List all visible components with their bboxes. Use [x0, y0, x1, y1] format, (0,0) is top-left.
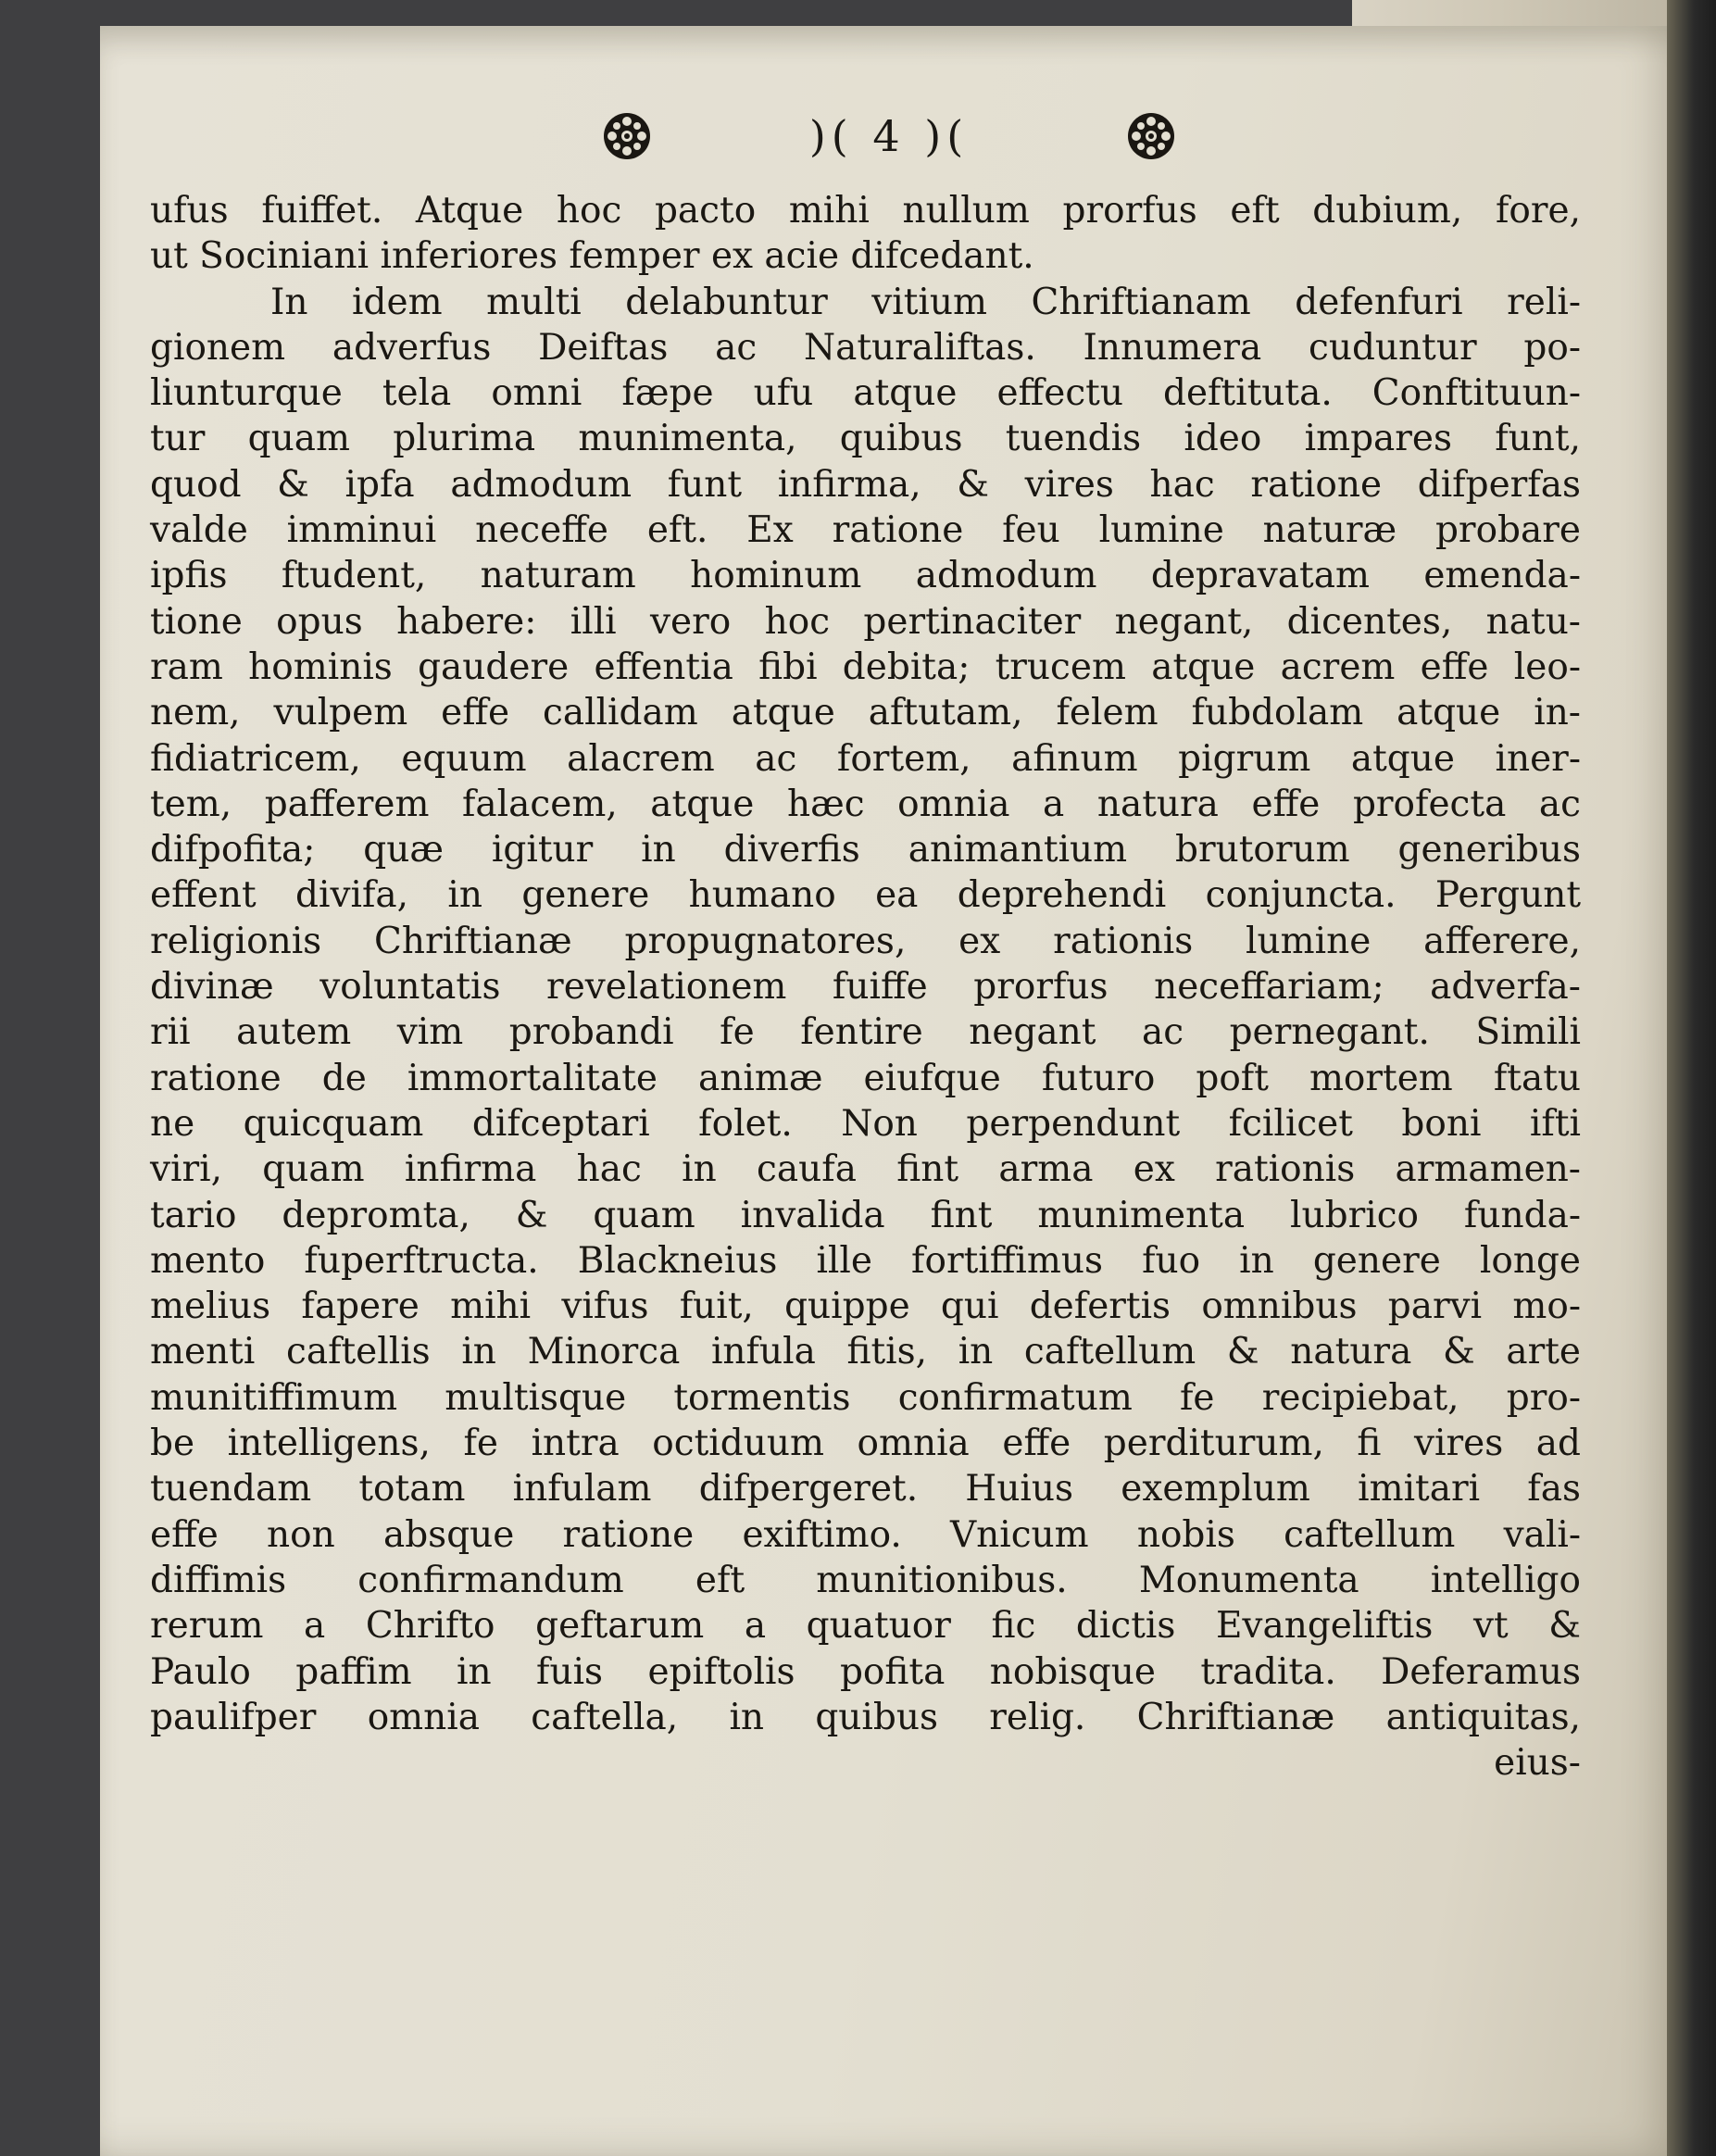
text-line: ram hominis gaudere effentia fibi debita; trucem atque acrem effe leo-	[150, 646, 1581, 688]
catchword: eius-	[1494, 1742, 1581, 1785]
text-line: gionem adverfus Deiftas ac Naturaliftas. Innumera cuduntur po-	[150, 326, 1581, 369]
text-line: ipfis ftudent, naturam hominum admodum depravatam emenda-	[150, 555, 1581, 597]
text-line: tario depromta, & quam invalida fint munimenta lubrico funda-	[150, 1194, 1581, 1236]
text-line: In idem multi delabuntur vitium Chriftianam defenfuri reli-	[270, 281, 1581, 323]
text-line: melius fapere mihi vifus fuit, quippe qui defertis omnibus parvi mo-	[150, 1285, 1581, 1328]
folio-left-bracket: )(	[808, 111, 854, 161]
book-gutter	[1667, 0, 1716, 2156]
text-line: be intelligens, fe intra octiduum omnia effe perditurum, fi vires ad	[150, 1423, 1581, 1465]
text-line: nem, vulpem effe callidam atque aftutam, felem fubdolam atque in-	[150, 692, 1581, 734]
text-line: ratione de immortalitate animæ eiufque futuro poft mortem ftatu	[150, 1057, 1581, 1099]
text-line: Paulo paffim in fuis epiftolis pofita nobisque tradita. Deferamus	[150, 1650, 1581, 1693]
text-line: tur quam plurima munimenta, quibus tuendis ideo impares funt,	[150, 418, 1581, 460]
text-line: paulifper omnia caftella, in quibus relig. Chriftianæ antiquitas,	[150, 1696, 1581, 1738]
text-line: ne quicquam difceptari folet. Non perpendunt fcilicet boni ifti	[150, 1102, 1581, 1145]
text-line: ufus fuiffet. Atque hoc pacto mihi nullum prorfus eft dubium, fore,	[150, 190, 1581, 232]
text-line: effent divifa, in genere humano ea deprehendi conjuncta. Pergunt	[150, 874, 1581, 917]
text-line: viri, quam infirma hac in caufa fint arma ex rationis armamen-	[150, 1148, 1581, 1191]
text-line: tione opus habere: illi vero hoc pertinaciter negant, dicentes, natu-	[150, 600, 1581, 643]
running-header	[602, 104, 1176, 169]
text-line: valde imminui neceffe eft. Ex ratione feu lumine naturæ probare	[150, 509, 1581, 552]
rosette-ornament-icon	[1126, 111, 1176, 161]
body-text	[150, 188, 1581, 1786]
text-line: rii autem vim probandi fe fentire negant ac pernegant. Simili	[150, 1011, 1581, 1054]
text-line: rerum a Chrifto geftarum a quatuor fic dictis Evangeliftis vt &	[150, 1605, 1581, 1648]
text-line: effe non absque ratione exiftimo. Vnicum nobis caftellum vali-	[150, 1513, 1581, 1556]
text-line: divinæ voluntatis revelationem fuiffe prorfus neceffariam; adverfa-	[150, 966, 1581, 1009]
rosette-ornament-icon	[602, 111, 652, 161]
text-line: liunturque tela omni fæpe ufu atque effectu deftituta. Conftituun-	[150, 372, 1581, 415]
text-line: tem, pafferem falacem, atque hæc omnia a natura effe profecta ac	[150, 783, 1581, 825]
text-line: munitiffimum multisque tormentis confirmatum fe recipiebat, pro-	[150, 1376, 1581, 1419]
page-number: 4	[872, 111, 906, 161]
text-line: ut Sociniani inferiores femper ex acie difcedant.	[150, 235, 1034, 278]
text-line: quod & ipfa admodum funt infirma, & vires hac ratione difperfas	[150, 463, 1581, 506]
text-line: mento fuperftructa. Blackneius ille fortiffimus fuo in genere longe	[150, 1239, 1581, 1282]
page-number-folio	[809, 111, 969, 161]
text-line: tuendam totam infulam difpergeret. Huius exemplum imitari fas	[150, 1468, 1581, 1510]
text-line: religionis Chriftianæ propugnatores, ex rationis lumine afferere,	[150, 920, 1581, 962]
text-line: diffimis confirmandum eft munitionibus. Monumenta intelligo	[150, 1559, 1581, 1601]
text-line: menti caftellis in Minorca infula fitis, in caftellum & natura & arte	[150, 1331, 1581, 1373]
text-line: fidiatricem, equum alacrem ac fortem, afinum pigrum atque iner-	[150, 737, 1581, 780]
text-line: difpofita; quæ igitur in diverfis animantium brutorum generibus	[150, 829, 1581, 871]
folio-right-bracket: )(	[924, 111, 970, 161]
